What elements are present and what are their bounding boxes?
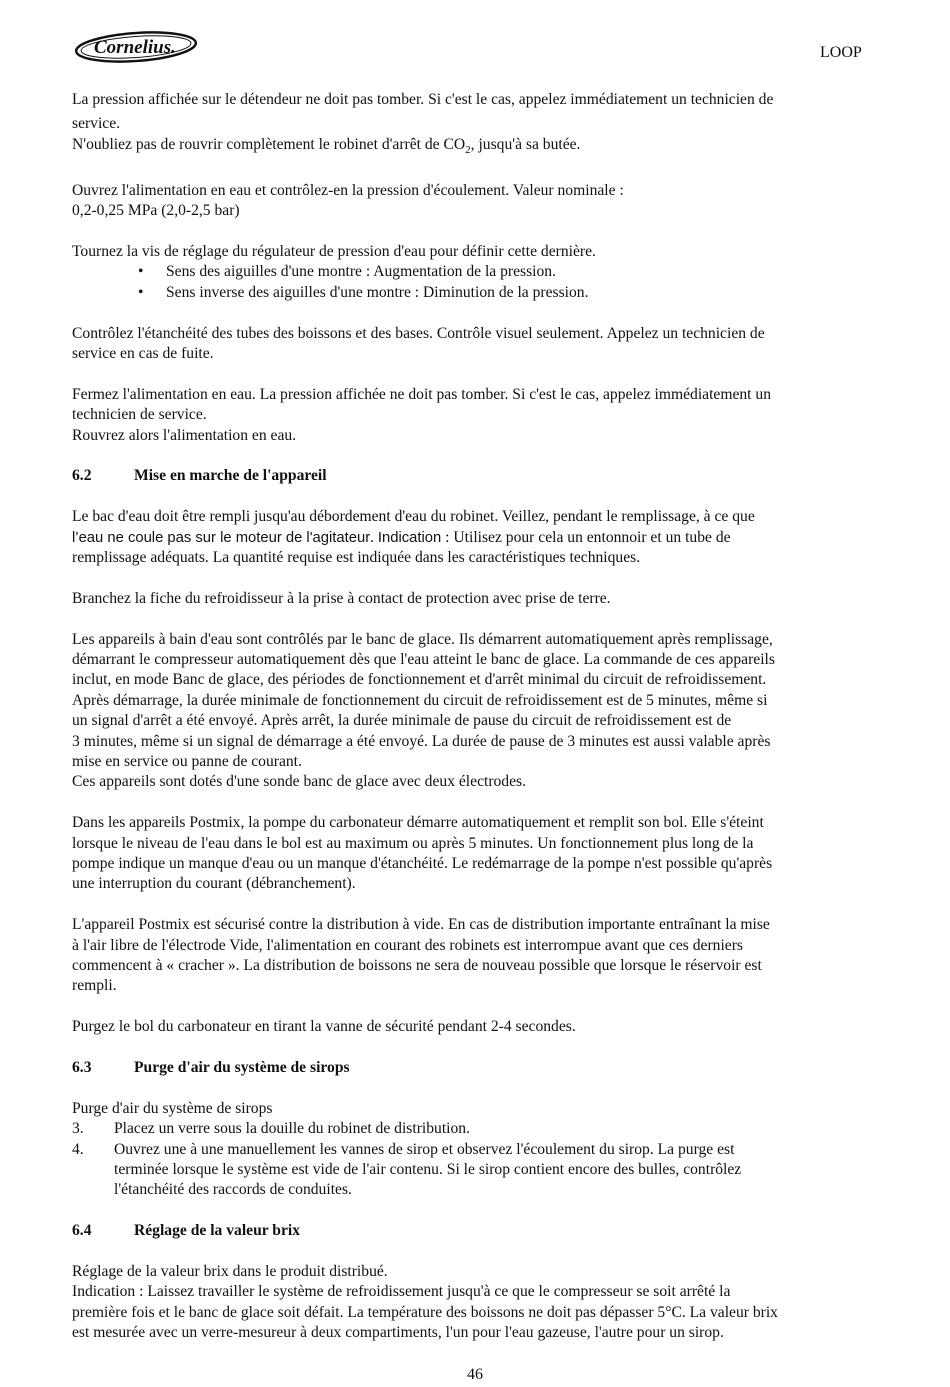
page-content <box>72 90 872 1344</box>
text-line: Dans les appareils Postmix, la pompe du carbonateur démarre automatiquement et remplit son bol. Elle s'éteint <box>72 814 764 832</box>
text-line: une interruption du courant (débranchement). <box>72 875 356 893</box>
paragraph-syrup-purge <box>72 1099 872 1201</box>
product-label: LOOP <box>820 44 862 61</box>
paragraph-plug-in <box>72 589 872 609</box>
paragraph-postmix-pump <box>72 813 872 895</box>
list-item: 3. Placez un verre sous la douille du robinet de distribution. <box>72 1120 470 1138</box>
paragraph-ice-bank <box>72 630 872 793</box>
text-line: à l'air libre de l'électrode Vide, l'alimentation en courant des robinets est interrompue avant que ces derniers <box>72 936 743 954</box>
text-line: Branchez la fiche du refroidisseur à la prise à contact de protection avec prise de terre. <box>72 589 611 607</box>
text-line: un signal d'arrêt a été envoyé. Après arrêt, la durée minimale de pause du circuit de refroidissement est de <box>72 712 732 730</box>
text-line: technicien de service. <box>72 406 207 424</box>
text-line: première fois et le banc de glace soit défait. La température des boissons ne doit pas dépasser 5°C. La valeur brix <box>72 1303 778 1321</box>
list-item: • Sens inverse des aiguilles d'une montre : Diminution de la pression. <box>134 283 872 303</box>
paragraph-fill-water-bath <box>72 507 872 568</box>
text-line: L'appareil Postmix est sécurisé contre la distribution à vide. En cas de distribution importante entraînant la mise <box>72 916 770 934</box>
paragraph-purge-carbonator <box>72 1017 872 1037</box>
section-heading-6-2: 6.2 Mise en marche de l'appareil <box>72 467 327 485</box>
text-line: Rouvrez alors l'alimentation en eau. <box>72 426 297 444</box>
section-heading-6-4: 6.4 Réglage de la valeur brix <box>72 1222 301 1240</box>
text-line: service en cas de fuite. <box>72 344 214 362</box>
svg-text:Cornelius.: Cornelius. <box>94 37 176 58</box>
text-line: Réglage de la valeur brix dans le produit distribué. <box>72 1263 388 1281</box>
text-line: Le bac d'eau doit être rempli jusqu'au débordement d'eau du robinet. Veillez, pendant le remplissage, à ce que <box>72 508 755 526</box>
text-line: inclut, en mode Banc de glace, des périodes de fonctionnement et d'arrêt minimal du circuit de refroidissement. <box>72 671 767 689</box>
paragraph-tightness-check <box>72 324 872 365</box>
text-line-co2: N'oubliez pas de rouvrir complètement le robinet d'arrêt de $CO_2$, jusqu'à sa butée. <box>72 135 581 156</box>
list-item: 4. Ouvrez une à une manuellement les vannes de sirop et observez l'écoulement du sirop. La purge est terminée lorsque le système est vide de l'air contenu. Si le sirop contient encore des bulles, contrôlez l'étanchéité des raccords de conduites. <box>72 1140 742 1199</box>
text-line: Fermez l'alimentation en eau. La pression affichée ne doit pas tomber. Si c'est le cas, appelez immédiatement un <box>72 385 772 403</box>
text-line: 0,2-0,25 MPa (2,0-2,5 bar) <box>72 202 240 220</box>
text-line: remplissage adéquats. La quantité requise est indiquée dans les caractéristiques techniques. <box>72 548 641 566</box>
text-line: Après démarrage, la durée minimale de fonctionnement du circuit de refroidissement est de 5 minutes, même si <box>72 691 768 709</box>
text-line: Ces appareils sont dotés d'une sonde banc de glace avec deux électrodes. <box>72 773 526 791</box>
paragraph-close-water <box>72 385 872 446</box>
text-line: Indication : Laissez travailler le système de refroidissement jusqu'à ce que le compresseur se soit arrêté la <box>72 1283 731 1301</box>
text-line: service. <box>72 115 121 133</box>
bullet-list <box>72 262 872 303</box>
text-line: Les appareils à bain d'eau sont contrôlés par le banc de glace. Ils démarrent automatiquement après remplissage, <box>72 630 773 648</box>
text-line: Purgez le bol du carbonateur en tirant la vanne de sécurité pendant 2-4 secondes. <box>72 1018 576 1036</box>
text-line: rempli. <box>72 977 117 995</box>
paragraph-pressure-check <box>72 90 872 160</box>
bullet-icon: • <box>138 283 144 301</box>
bullet-icon: • <box>138 263 144 281</box>
paragraph-postmix-protection <box>72 915 872 997</box>
section-heading-6-3: 6.3 Purge d'air du système de sirops <box>72 1059 350 1077</box>
text-line: l’eau ne coule pas sur le moteur de l'agitateur. Indication : Utilisez pour cela un entonnoir et un tube de <box>72 528 731 546</box>
paragraph-brix <box>72 1262 872 1344</box>
text-line: Tournez la vis de réglage du régulateur de pression d'eau pour définir cette dernière. <box>72 242 596 260</box>
text-line: Contrôlez l'étanchéité des tubes des boissons et des bases. Contrôle visuel seulement. Appelez un technicien de <box>72 324 765 342</box>
paragraph-pressure-regulator <box>72 242 872 303</box>
text-line: démarrant le compresseur automatiquement dès que l'eau atteint le banc de glace. La commande de ces appareils <box>72 650 775 668</box>
text-line: La pression affichée sur le détendeur ne doit pas tomber. Si c'est le cas, appelez immédiatement un technicien de <box>72 91 774 108</box>
text-line: pompe indique un manque d'eau ou un manque d'étanchéité. Le redémarrage de la pompe n'est possible qu'après <box>72 855 773 872</box>
text-line: Ouvrez l'alimentation en eau et contrôlez-en la pression d'écoulement. Valeur nominale : <box>72 181 624 199</box>
text-line: commencent à « cracher ». La distribution de boissons ne sera de nouveau possible que lorsque le réservoir est <box>72 957 762 975</box>
paragraph-water-supply <box>72 181 872 222</box>
text-line: lorsque le niveau de l'eau dans le bol est au maximum ou après 5 minutes. Un fonctionnement plus long de la <box>72 834 754 852</box>
text-line: est mesurée avec un verre-mesureur à deux compartiments, l'un pour l'eau gazeuse, l'autre pour un sirop. <box>72 1324 724 1342</box>
list-item: • Sens des aiguilles d'une montre : Augmentation de la pression. <box>134 262 872 282</box>
text-line: Purge d'air du système de sirops <box>72 1099 273 1117</box>
text-line: 3 minutes, même si un signal de démarrage a été envoyé. La durée de pause de 3 minutes est aussi valable après <box>72 732 771 750</box>
numbered-list <box>72 1119 872 1201</box>
text-line: mise en service ou panne de courant. <box>72 752 302 770</box>
cornelius-logo <box>72 28 200 66</box>
page-number: 46 <box>467 1366 483 1383</box>
